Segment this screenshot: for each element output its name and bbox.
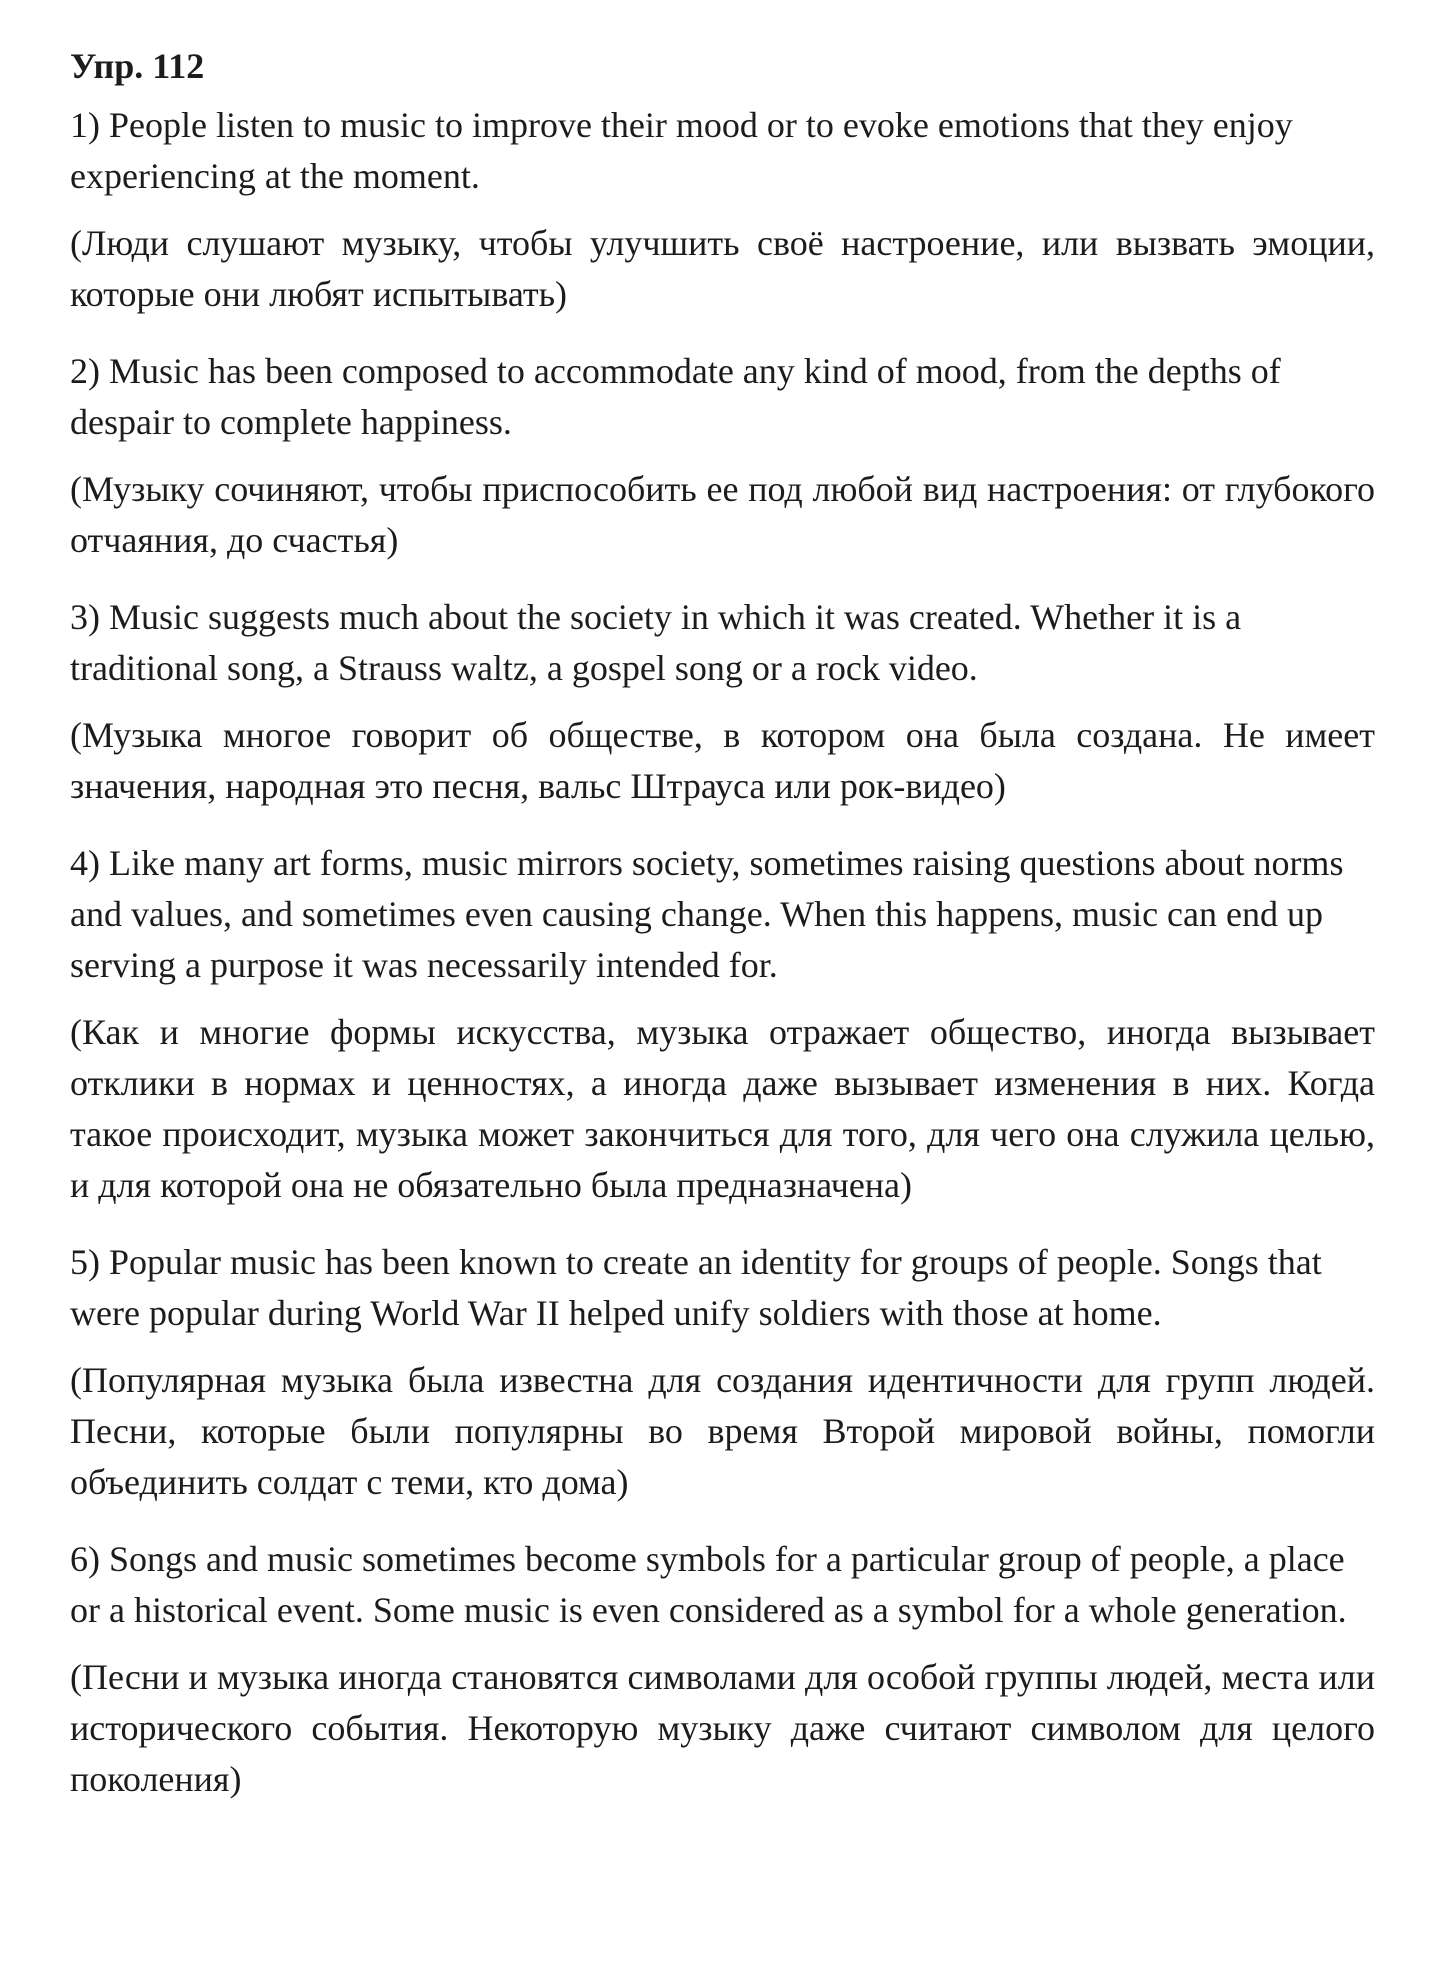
english-sentence: 5) Popular music has been known to create an identity for groups of people. Songs that were popular during World War II helped unify soldiers with those at home. bbox=[70, 1242, 1322, 1333]
english-sentence: 6) Songs and music sometimes become symbols for a particular group of people, a place or a historical event. Some music is even considered as a symbol for a whole generation. bbox=[70, 1539, 1347, 1630]
item-4 bbox=[70, 838, 1375, 1211]
russian-translation: (Как и многие формы искусства, музыка отражает общество, иногда вызывает отклики в нормах и ценностях, а иногда даже вызывает изменения в них. Когда такое происходит, музыка может закончиться для того, для чего она служила целью, и для которой она не обязательно была предназначена) bbox=[70, 1012, 1375, 1205]
document-page bbox=[70, 40, 1375, 1831]
english-sentence: 3) Music suggests much about the society in which it was created. Whether it is a traditional song, a Strauss waltz, a gospel song or a rock video. bbox=[70, 597, 1242, 688]
item-1 bbox=[70, 100, 1375, 320]
english-sentence: 1) People listen to music to improve their mood or to evoke emotions that they enjoy experiencing at the moment. bbox=[70, 105, 1293, 196]
item-5 bbox=[70, 1237, 1375, 1508]
russian-translation: (Музыку сочиняют, чтобы приспособить ее под любой вид настроения: от глубокого отчаяния, до счастья) bbox=[70, 469, 1375, 560]
item-3 bbox=[70, 592, 1375, 812]
item-2 bbox=[70, 346, 1375, 566]
english-sentence: 2) Music has been composed to accommodate any kind of mood, from the depths of despair to complete happiness. bbox=[70, 351, 1281, 442]
russian-translation: (Песни и музыка иногда становятся символами для особой группы людей, места или исторического события. Некоторую музыку даже считают символом для целого поколения) bbox=[70, 1657, 1375, 1799]
item-6 bbox=[70, 1534, 1375, 1805]
exercise-title: Упр. 112 bbox=[70, 46, 205, 86]
english-sentence: 4) Like many art forms, music mirrors society, sometimes raising questions about norms and values, and sometimes even causing change. When this happens, music can end up serving a purpose it was necessarily intended for. bbox=[70, 843, 1344, 985]
russian-translation: (Популярная музыка была известна для создания идентичности для групп людей. Песни, которые были популярны во время Второй мировой войны, помогли объединить солдат с теми, кто дома) bbox=[70, 1360, 1375, 1502]
russian-translation: (Музыка многое говорит об обществе, в котором она была создана. Не имеет значения, народная это песня, вальс Штрауса или рок-видео) bbox=[70, 715, 1375, 806]
russian-translation: (Люди слушают музыку, чтобы улучшить своё настроение, или вызвать эмоции, которые они любят испытывать) bbox=[70, 223, 1375, 314]
